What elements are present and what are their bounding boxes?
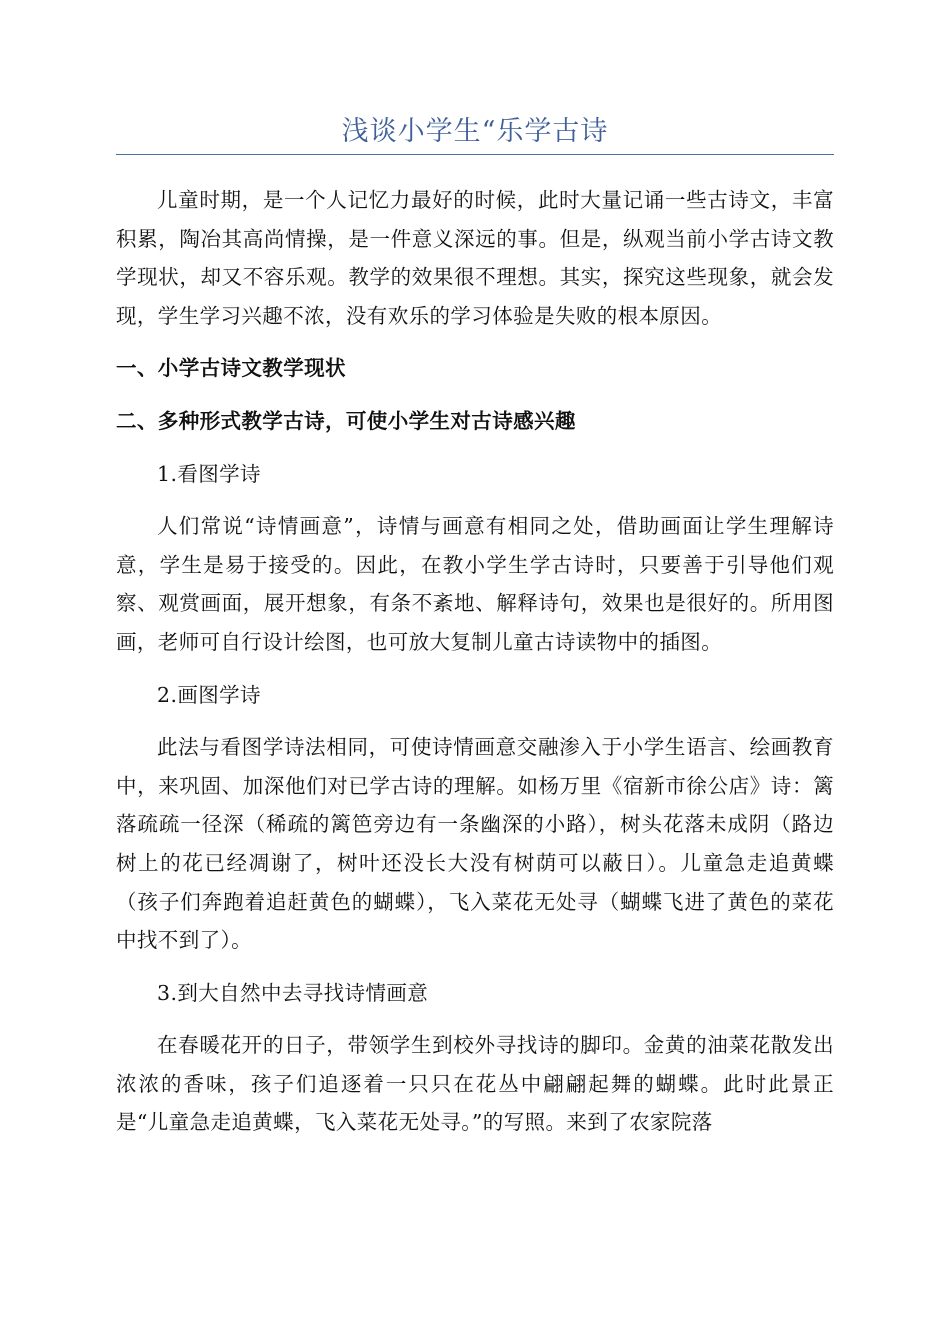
subheading-look-at-picture: 1.看图学诗 [157, 461, 261, 486]
subheading-nature: 3.到大自然中去寻找诗情画意 [157, 980, 429, 1005]
paragraph-nature: 在春暖花开的日子，带领学生到校外寻找诗的脚印。金黄的油菜花散发出浓浓的香味，孩子们追逐着一只只在花丛中翩翩起舞的蝴蝶。此时此景正是“儿童急走追黄蝶，飞入菜花无处寻。”的写照。来到了农家院落 [116, 1033, 834, 1135]
paragraph-draw-picture: 此法与看图学诗法相同，可使诗情画意交融渗入于小学生语言、绘画教育中，来巩固、加深他们对已学古诗的理解。如杨万里《宿新市徐公店》诗：篱落疏疏一径深（稀疏的篱笆旁边有一条幽深的小路），树头花落未成阴（路边树上的花已经凋谢了，树叶还没长大没有树荫可以蔽日）。儿童急走追黄蝶（孩子们奔跑着追赶黄色的蝴蝶），飞入菜花无处寻（蝴蝶飞进了黄色的菜花中找不到了）。 [116, 735, 834, 953]
title-underline [116, 154, 834, 155]
section-heading-1: 一、小学古诗文教学现状 [116, 356, 346, 381]
document-title: 浅谈小学生“乐学古诗 [341, 116, 609, 147]
document-page [116, 112, 834, 1156]
section-heading-2: 二、多种形式教学古诗，可使小学生对古诗感兴趣 [116, 408, 576, 433]
paragraph-intro: 儿童时期，是一个人记忆力最好的时候，此时大量记诵一些古诗文，丰富积累，陶冶其高尚情操，是一件意义深远的事。但是，纵观当前小学古诗文教学现状，却又不容乐观。教学的效果很不理想。其实，探究这些现象，就会发现，学生学习兴趣不浓，没有欢乐的学习体验是失败的根本原因。 [116, 188, 834, 328]
paragraph-look-at-picture: 人们常说“诗情画意”，诗情与画意有相同之处，借助画面让学生理解诗意，学生是易于接受的。因此，在教小学生学古诗时，只要善于引导他们观察、观赏画面，展开想象，有条不紊地、解释诗句，效果也是很好的。所用图画，老师可自行设计绘图，也可放大复制儿童古诗读物中的插图。 [116, 514, 834, 654]
subheading-draw-picture: 2.画图学诗 [157, 682, 261, 707]
